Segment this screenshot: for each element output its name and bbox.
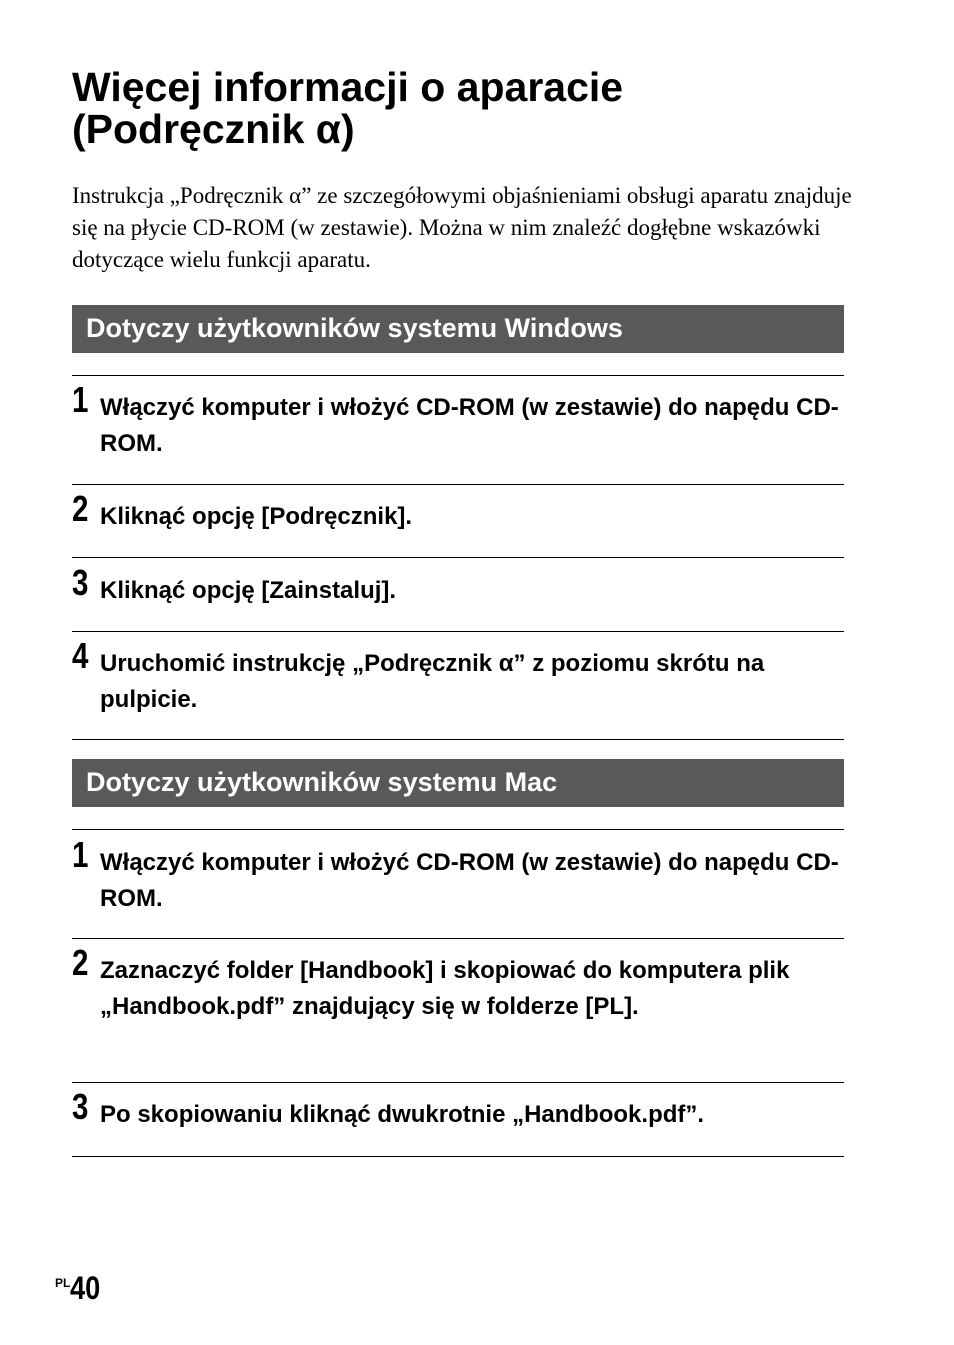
divider [72,375,844,376]
section-heading-mac: Dotyczy użytkowników systemu Mac [72,759,844,807]
step-text: Kliknąć opcję [Zainstaluj]. [100,577,397,604]
step-text: Włączyć komputer i włożyć CD-ROM (w zestawie) do napędu CD-ROM. [100,849,839,912]
step-number: 4 [72,635,89,676]
step-number: 3 [72,562,89,603]
step-number: 1 [72,379,89,420]
page-number-value: 40 [70,1270,101,1306]
page-number [55,1270,106,1307]
step-text: Kliknąć opcję [Podręcznik]. [100,503,413,530]
step-number: 1 [72,834,89,875]
step-number: 2 [72,488,89,529]
divider [72,739,844,740]
intro-paragraph: Instrukcja „Podręcznik α” ze szczegółowymi objaśnieniami obsługi aparatu znajduje się na płycie CD-ROM (w zestawie). Można w nim znaleźć dogłębne wskazówki dotyczące wielu funkcji aparatu. [72,183,852,272]
divider [72,1082,844,1083]
language-code: PL [55,1276,71,1290]
divider [72,829,844,830]
step-text: Po skopiowaniu kliknąć dwukrotnie „Handbook.pdf”. [100,1101,705,1128]
page-title: Więcej informacji o aparacie (Podręcznik α) [72,64,624,152]
divider [72,484,844,485]
divider [72,1156,844,1157]
step-text: Zaznaczyć folder [Handbook] i skopiować do komputera plik „Handbook.pdf” znajdujący się w folderze [PL]. [100,957,790,1020]
section-heading-windows: Dotyczy użytkowników systemu Windows [72,305,844,353]
step-text: Uruchomić instrukcję „Podręcznik α” z poziomu skrótu na pulpicie. [100,650,765,713]
step-text: Włączyć komputer i włożyć CD-ROM (w zestawie) do napędu CD-ROM. [100,394,839,457]
divider [72,631,844,632]
divider [72,557,844,558]
step-number: 3 [72,1086,89,1127]
divider [72,938,844,939]
step-number: 2 [72,942,89,983]
